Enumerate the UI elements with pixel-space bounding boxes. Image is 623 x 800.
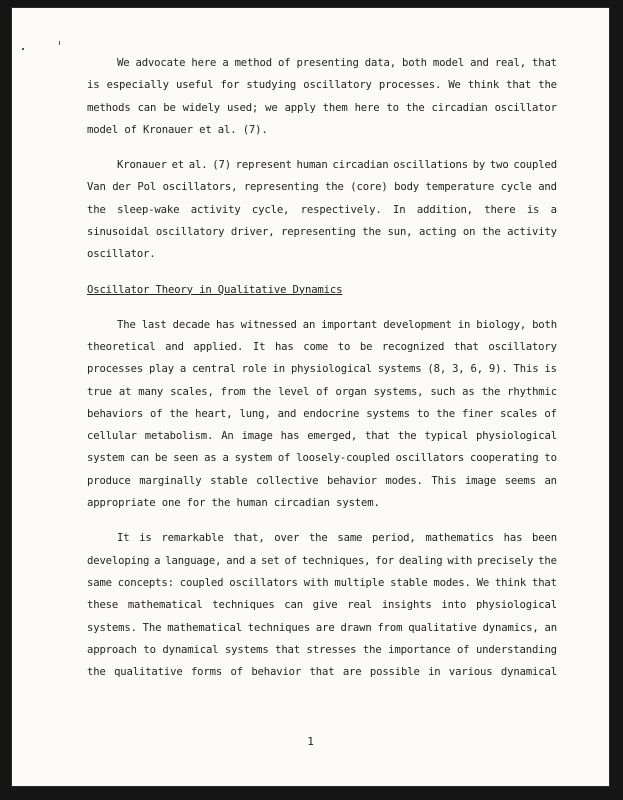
text-line: same concepts: coupled oscillators with multiple stable modes. We think that	[87, 576, 557, 589]
text-line: true at many scales, from the level of organ systems, such as the rhythmic	[87, 385, 557, 398]
body-text	[87, 52, 557, 683]
text-line: oscillator.	[87, 248, 156, 261]
text-line: Van der Pol oscillators, representing the (core) body temperature cycle and	[87, 181, 557, 194]
text-line: approach to dynamical systems that stresses the importance of understanding	[87, 643, 557, 656]
section-heading: Oscillator Theory in Qualitative Dynamics	[87, 283, 343, 296]
paragraph-kronauer-model	[87, 154, 557, 265]
text-line: cellular metabolism. An image has emerged, that the typical physiological	[87, 430, 557, 443]
text-line: behaviors of the heart, lung, and endocrine systems to the finer scales of	[87, 407, 557, 420]
document-page	[12, 8, 609, 786]
text-line: It is remarkable that, over the same period, mathematics has been	[117, 532, 557, 545]
scan-speck	[22, 48, 24, 50]
scan-speck	[59, 41, 60, 45]
text-line: methods can be widely used; we apply them here to the circadian oscillator	[87, 101, 557, 114]
text-line: produce marginally stable collective behavior modes. This image seems an	[87, 474, 557, 487]
paragraph-mathematics	[87, 527, 557, 683]
text-line: these mathematical techniques can give real insights into physiological	[87, 599, 557, 612]
text-line: The last decade has witnessed an important development in biology, both	[117, 318, 557, 331]
text-line: processes play a central role in physiological systems (8, 3, 6, 9). This is	[87, 363, 557, 376]
page-number: 1	[307, 735, 314, 748]
text-line: model of Kronauer et al. (7).	[87, 123, 268, 136]
text-line: the qualitative forms of behavior that are possible in various dynamical	[87, 666, 557, 679]
text-line: developing a language, and a set of techniques, for dealing with precisely the	[87, 554, 557, 567]
paragraph-biology-development	[87, 314, 557, 515]
text-line: system can be seen as a system of loosely-coupled oscillators cooperating to	[87, 452, 557, 465]
text-line: is especially useful for studying oscillatory processes. We think that the	[87, 79, 557, 92]
paragraph-intro	[87, 52, 557, 141]
text-line: We advocate here a method of presenting data, both model and real, that	[117, 57, 557, 69]
text-line: appropriate one for the human circadian system.	[87, 497, 380, 510]
text-line: systems. The mathematical techniques are drawn from qualitative dynamics, an	[87, 621, 557, 634]
text-line: the sleep-wake activity cycle, respectively. In addition, there is a	[87, 203, 557, 216]
text-line: sinusoidal oscillatory driver, representing the sun, acting on the activity	[87, 226, 557, 239]
text-line: theoretical and applied. It has come to be recognized that oscillatory	[87, 340, 557, 353]
text-line: Kronauer et al. (7) represent human circadian oscillations by two coupled	[117, 159, 557, 172]
